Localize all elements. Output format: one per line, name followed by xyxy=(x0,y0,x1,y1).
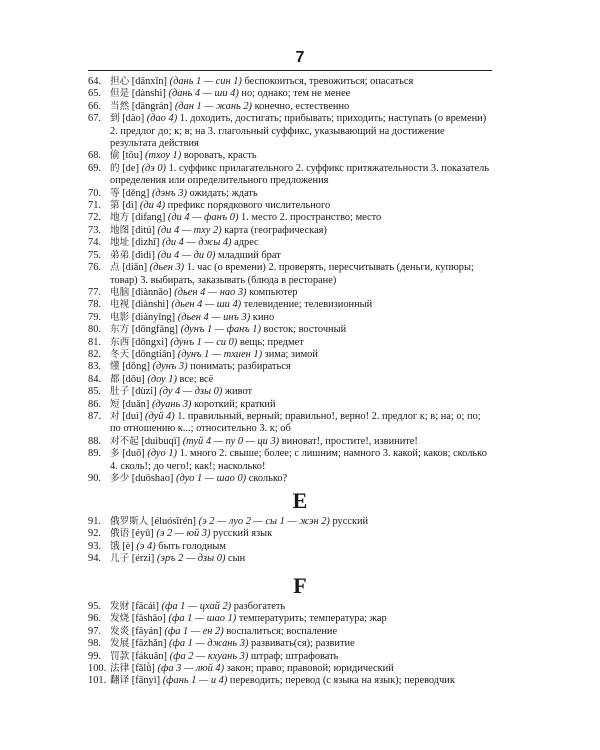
entry-pronunciation: ( фа 1 — шао 1 ) xyxy=(168,613,236,624)
entry-number: 70 . xyxy=(88,188,110,200)
entry-pinyin: [ diànyǐng ] xyxy=(132,312,175,323)
entry-number: 94 . xyxy=(88,553,110,565)
entry-definition: адрес xyxy=(231,237,259,249)
entry-number: 93 . xyxy=(88,541,110,553)
dictionary-entry xyxy=(88,250,490,262)
entry-pronunciation: ( дьен 3 ) xyxy=(150,262,184,273)
entry-pronunciation: ( э 2 — юй 3 ) xyxy=(156,528,210,539)
entry-hanzi: 饿 xyxy=(110,540,120,552)
entry-pronunciation: ( дуо 1 ) xyxy=(147,448,177,459)
entry-definition: воспалиться; воспаление xyxy=(223,625,338,637)
entry-pronunciation: ( ди 4 — джы 4 ) xyxy=(162,237,231,248)
entry-hanzi: 东方 xyxy=(110,324,130,336)
dictionary-entry xyxy=(88,188,490,200)
entry-hanzi: 点 xyxy=(110,262,120,274)
entry-pronunciation: ( ди 4 — фанъ 0 ) xyxy=(168,212,239,223)
dictionary-entry xyxy=(88,663,490,675)
entry-pinyin: [ duì ] xyxy=(122,411,142,422)
entry-pinyin: [ éluósīrén ] xyxy=(151,516,196,527)
entry-number: 77 . xyxy=(88,287,110,299)
dictionary-entry xyxy=(88,638,490,650)
entry-pronunciation: ( фа 1 — ен 2 ) xyxy=(164,626,223,637)
entry-pronunciation: ( дан 1 — жань 2 ) xyxy=(175,101,252,112)
entry-pinyin: [ diànshì ] xyxy=(132,299,169,310)
dictionary-entry xyxy=(88,448,490,473)
entry-hanzi: 当然 xyxy=(110,100,130,112)
entry-definition: конечно, естественно xyxy=(251,100,350,112)
entry-number: 66 . xyxy=(88,101,110,113)
entry-number: 75 . xyxy=(88,250,110,262)
entry-hanzi: 电影 xyxy=(110,311,130,323)
entry-pinyin: [ dìtú ] xyxy=(132,225,155,236)
entry-definition: переводить; перевод (с языка на язык); переводчик xyxy=(227,675,455,687)
entry-hanzi: 地址 xyxy=(110,237,130,249)
entry-hanzi: 冬天 xyxy=(110,348,130,360)
entry-number: 90 . xyxy=(88,473,110,485)
entry-definition: 1. правильный, верный; правильно!, верно! 2. предлог к; в; на; о; по; по отношению к...; относительно 3. к; об xyxy=(110,410,481,435)
entry-pinyin: [ fāzhǎn ] xyxy=(132,638,167,649)
entry-definition: температурить; температура; жар xyxy=(236,613,387,625)
entry-definition: быть голодным xyxy=(155,540,226,552)
entry-pinyin: [ dìfang ] xyxy=(132,212,165,223)
dictionary-entry xyxy=(88,312,490,324)
entry-hanzi: 发烧 xyxy=(110,613,130,625)
entry-hanzi: 偷 xyxy=(110,150,120,162)
entry-pronunciation: ( дань 4 — ши 4 ) xyxy=(168,88,238,99)
entry-pronunciation: ( фа 3 — люй 4 ) xyxy=(158,663,225,674)
entry-hanzi: 肚子 xyxy=(110,386,130,398)
dictionary-entry xyxy=(88,88,490,100)
entry-pinyin: [ dùzi ] xyxy=(132,386,157,397)
entry-hanzi: 懂 xyxy=(110,361,120,373)
entry-definition: ожидать; ждать xyxy=(186,187,258,199)
entry-definition: русский xyxy=(329,516,369,527)
entry-number: 95 . xyxy=(88,601,110,613)
entry-definition: виноват!, простите!, извините! xyxy=(279,435,418,447)
section-letter-f: F xyxy=(293,573,307,598)
dictionary-entry xyxy=(88,349,490,361)
dictionary-entry xyxy=(88,76,490,88)
entry-hanzi: 到 xyxy=(110,113,120,125)
entry-pronunciation: ( фань 1 — и 4 ) xyxy=(163,675,228,686)
entry-number: 69 . xyxy=(88,163,110,175)
entry-number: 65 . xyxy=(88,88,110,100)
entry-hanzi: 翻译 xyxy=(110,675,130,687)
entry-definition: беспокоиться, тревожиться; опасаться xyxy=(241,76,414,87)
dictionary-entry xyxy=(88,324,490,336)
entry-definition: воровать, красть xyxy=(181,150,257,162)
dictionary-entry xyxy=(88,299,490,311)
entry-pinyin: [ fāshāo ] xyxy=(132,613,166,624)
dictionary-entry xyxy=(88,411,490,436)
entry-pronunciation: ( туй 4 — пу 0 — ци 3 ) xyxy=(183,436,279,447)
dictionary-entry xyxy=(88,200,490,212)
section-letter-e: E xyxy=(292,488,308,513)
dictionary-entry xyxy=(88,399,490,411)
entry-pronunciation: ( э 4 ) xyxy=(136,541,155,552)
entry-pronunciation: ( дунъ 3 ) xyxy=(153,361,188,372)
entry-pinyin: [ fācái ] xyxy=(132,601,159,612)
entry-number: 101 . xyxy=(88,675,110,687)
entry-pronunciation: ( дунъ 1 — тхиен 1 ) xyxy=(178,349,262,360)
dictionary-entry xyxy=(88,386,490,398)
dictionary-entry xyxy=(88,553,490,565)
entry-pinyin: [ dào ] xyxy=(122,113,144,124)
entry-pinyin: [ dōngtiān ] xyxy=(132,349,175,360)
entry-hanzi: 发炎 xyxy=(110,625,130,637)
entry-pinyin: [ éyǔ ] xyxy=(132,528,154,539)
entry-hanzi: 第 xyxy=(110,200,120,212)
entry-pronunciation: ( тхоу 1 ) xyxy=(145,150,181,161)
entry-hanzi: 多少 xyxy=(110,473,130,484)
dictionary-entry xyxy=(88,651,490,663)
entry-pinyin: [ dōngfāng ] xyxy=(132,324,178,335)
entry-definition: русский язык xyxy=(210,528,273,540)
entry-definition: компьютер xyxy=(246,286,298,298)
entry-number: 92 . xyxy=(88,528,110,540)
entry-pinyin: [ è ] xyxy=(122,541,134,552)
entry-hanzi: 但是 xyxy=(110,88,130,100)
entry-pronunciation: ( доу 1 ) xyxy=(147,374,177,385)
entry-hanzi: 电脑 xyxy=(110,286,130,298)
entry-pinyin: [ fānyì ] xyxy=(132,675,160,686)
entry-pronunciation: ( дунъ 1 — си 0 ) xyxy=(170,337,237,348)
dictionary-entry xyxy=(88,516,490,528)
entry-pronunciation: ( дуй 4 ) xyxy=(145,411,175,422)
entry-definition: карта (географическая) xyxy=(221,224,327,236)
entry-pronunciation: ( фа 2 — кхуань 3 ) xyxy=(170,651,249,662)
dictionary-entry xyxy=(88,361,490,373)
entries-block-f xyxy=(88,601,490,688)
dictionary-entry xyxy=(88,613,490,625)
entry-number: 78 . xyxy=(88,299,110,311)
entry-hanzi: 地方 xyxy=(110,212,130,224)
entry-hanzi: 电视 xyxy=(110,299,130,311)
entries-block-d xyxy=(88,76,490,485)
entry-hanzi: 等 xyxy=(110,187,120,199)
entry-pronunciation: ( ду 4 — дзы 0 ) xyxy=(159,386,222,397)
entry-number: 81 . xyxy=(88,337,110,349)
entry-definition: живот xyxy=(222,386,253,398)
entry-pinyin: [ dànshì ] xyxy=(132,88,166,99)
entry-definition: зима; зимой xyxy=(262,348,318,360)
entry-pronunciation: ( фа 1 — цхай 2 ) xyxy=(162,601,232,612)
entry-definition: понимать; разбираться xyxy=(187,361,291,373)
dictionary-entry xyxy=(88,262,490,287)
entry-pinyin: [ érzi ] xyxy=(132,553,155,564)
entry-number: 68 . xyxy=(88,150,110,162)
entry-number: 88 . xyxy=(88,436,110,448)
dictionary-entry xyxy=(88,150,490,162)
entry-pinyin: [ děng ] xyxy=(122,188,149,199)
entry-hanzi: 发展 xyxy=(110,638,130,650)
entry-number: 84 . xyxy=(88,374,110,386)
entry-number: 71 . xyxy=(88,200,110,212)
entry-hanzi: 的 xyxy=(110,162,120,174)
entry-pronunciation: ( дань 1 — син 1 ) xyxy=(170,76,242,87)
entry-hanzi: 对不起 xyxy=(110,435,139,447)
dictionary-entry xyxy=(88,163,490,188)
entry-definition: развивать(ся); развитие xyxy=(248,638,355,650)
entry-pronunciation: ( дунъ 1 — фанъ 1 ) xyxy=(181,324,261,335)
entry-pronunciation: ( дэ 0 ) xyxy=(142,163,166,174)
entry-number: 96 . xyxy=(88,613,110,625)
entry-definition: 1. доходить, достигать; прибывать; приходить; наступать (о времени) 2. предлог до; к; в; на 3. глагольный суффикс, указывающий на достижение результата действия xyxy=(110,113,487,150)
entry-definition: все; всё xyxy=(176,373,214,385)
entry-pinyin: [ dì ] xyxy=(122,200,137,211)
entry-hanzi: 发财 xyxy=(110,601,130,612)
entry-number: 100 . xyxy=(88,663,110,675)
dictionary-entry xyxy=(88,374,490,386)
entry-pronunciation: ( ди 4 ) xyxy=(140,200,165,211)
entry-number: 76 . xyxy=(88,262,110,274)
entry-pronunciation: ( э 2 — луо 2 — сы 1 — жэн 2 ) xyxy=(199,516,330,527)
entry-hanzi: 俄罗斯人 xyxy=(110,516,149,527)
entry-pronunciation: ( эръ 2 — дзы 0 ) xyxy=(157,553,225,564)
entry-definition: закон; право; правовой; юридический xyxy=(224,663,394,675)
entry-pronunciation: ( дуань 3 ) xyxy=(152,399,192,410)
entry-definition: 1. много 2. свыше; более; с лишним; намного 3. какой; каков; сколько 4. сколь!; до чего!; как!; насколько! xyxy=(110,448,487,472)
dictionary-entry xyxy=(88,237,490,249)
entry-definition: сколько? xyxy=(246,473,288,484)
entry-definition: но; однако; тем не менее xyxy=(238,88,351,100)
header-rule xyxy=(88,70,492,71)
entry-number: 99 . xyxy=(88,651,110,663)
entry-hanzi: 俄语 xyxy=(110,528,130,540)
entry-pinyin: [ fǎlǜ ] xyxy=(132,663,155,674)
dictionary-entry xyxy=(88,541,490,553)
entry-pinyin: [ tōu ] xyxy=(122,150,142,161)
entry-pinyin: [ fāyán ] xyxy=(132,626,162,637)
entry-pinyin: [ dǒng ] xyxy=(122,361,150,372)
entry-pinyin: [ diànnǎo ] xyxy=(132,287,172,298)
dictionary-entry xyxy=(88,101,490,113)
entry-definition: штраф; штрафовать xyxy=(248,650,339,662)
page-number: 7 xyxy=(295,49,305,66)
entries-block-e xyxy=(88,516,490,566)
entry-number: 73 . xyxy=(88,225,110,237)
dictionary-entry xyxy=(88,212,490,224)
entry-number: 89 . xyxy=(88,448,110,460)
entry-pronunciation: ( ди 4 — тху 2 ) xyxy=(158,225,222,236)
entry-hanzi: 东西 xyxy=(110,336,130,348)
entry-definition: младший брат xyxy=(215,249,281,261)
entry-number: 83 . xyxy=(88,361,110,373)
entry-pinyin: [ dōngxi ] xyxy=(132,337,168,348)
entry-hanzi: 对 xyxy=(110,410,120,422)
entry-number: 67 . xyxy=(88,113,110,125)
entry-pronunciation: ( дьен 4 — инъ 3 ) xyxy=(178,312,250,323)
entry-pinyin: [ dōu ] xyxy=(122,374,145,385)
entry-number: 74 . xyxy=(88,237,110,249)
entry-number: 91 . xyxy=(88,516,110,528)
entry-pinyin: [ duìbuqǐ ] xyxy=(141,436,180,447)
entry-definition: телевидение; телевизионный xyxy=(241,299,373,311)
entry-pronunciation: ( дао 4 ) xyxy=(147,113,177,124)
entry-number: 98 . xyxy=(88,638,110,650)
entry-pinyin: [ dìzhǐ ] xyxy=(132,237,160,248)
entry-pronunciation: ( фа 1 — джань 3 ) xyxy=(169,638,248,649)
entry-definition: 1. место 2. пространство; место xyxy=(238,212,382,224)
dictionary-entry xyxy=(88,626,490,638)
entry-pinyin: [ fákuǎn ] xyxy=(132,651,167,662)
entry-definition: префикс порядкового числительного xyxy=(165,200,331,212)
entry-hanzi: 罚款 xyxy=(110,650,130,662)
entry-hanzi: 多 xyxy=(110,448,120,460)
entry-pinyin: [ dāngrán ] xyxy=(132,101,172,112)
entry-definition: 1. суффикс прилагательного 2. суффикс притяжательности 3. показатель определения или определительного предложения xyxy=(110,162,490,187)
entry-pinyin: [ de ] xyxy=(122,163,139,174)
entry-definition: короткий; краткий xyxy=(191,398,276,410)
entry-pinyin: [ dìdi ] xyxy=(132,250,155,261)
entry-hanzi: 地图 xyxy=(110,224,130,236)
entry-number: 85 . xyxy=(88,386,110,398)
entry-number: 72 . xyxy=(88,212,110,224)
entry-pronunciation: ( ди 4 — ди 0 ) xyxy=(158,250,216,261)
entry-definition: разбогатеть xyxy=(231,601,286,612)
entry-number: 64 . xyxy=(88,76,110,88)
entry-hanzi: 短 xyxy=(110,398,120,410)
entry-pinyin: [ duōshao ] xyxy=(132,473,174,484)
entry-definition: сын xyxy=(225,553,246,565)
entry-number: 86 . xyxy=(88,399,110,411)
dictionary-entry xyxy=(88,436,490,448)
dictionary-entry xyxy=(88,601,490,613)
dictionary-entry xyxy=(88,225,490,237)
entry-number: 82 . xyxy=(88,349,110,361)
entry-hanzi: 儿子 xyxy=(110,553,130,565)
dictionary-entry xyxy=(88,675,490,687)
entry-hanzi: 都 xyxy=(110,373,120,385)
entry-definition: восток; восточный xyxy=(260,324,347,336)
dictionary-entry xyxy=(88,113,490,150)
entry-number: 97 . xyxy=(88,626,110,638)
entry-pinyin: [ diǎn ] xyxy=(122,262,147,273)
dictionary-entry xyxy=(88,528,490,540)
entry-definition: вещь; предмет xyxy=(237,336,304,348)
entry-pinyin: [ dānxīn ] xyxy=(132,76,167,87)
dictionary-entry xyxy=(88,337,490,349)
entry-hanzi: 担心 xyxy=(110,76,130,87)
entry-hanzi: 弟弟 xyxy=(110,249,130,261)
entry-pronunciation: ( дуо 1 — шао 0 ) xyxy=(176,473,246,484)
entry-number: 80 . xyxy=(88,324,110,336)
entry-pinyin: [ duǎn ] xyxy=(122,399,149,410)
entry-hanzi: 法律 xyxy=(110,663,130,675)
dictionary-entry xyxy=(88,473,490,485)
entry-definition: 1. час (о времени) 2. проверять, пересчитывать (деньги, купюры; товар) 3. выбирать, заказывать (блюда в ресторане) xyxy=(110,262,474,286)
entry-number: 79 . xyxy=(88,312,110,324)
entry-definition: кино xyxy=(250,311,275,323)
entry-pinyin: [ duō ] xyxy=(122,448,145,459)
entry-pronunciation: ( дэнъ 3 ) xyxy=(152,188,187,199)
entry-number: 87 . xyxy=(88,411,110,423)
entry-pronunciation: ( дьен 4 — нао 3 ) xyxy=(174,287,246,298)
dictionary-entry xyxy=(88,287,490,299)
entry-pronunciation: ( дьен 4 — ши 4 ) xyxy=(171,299,241,310)
